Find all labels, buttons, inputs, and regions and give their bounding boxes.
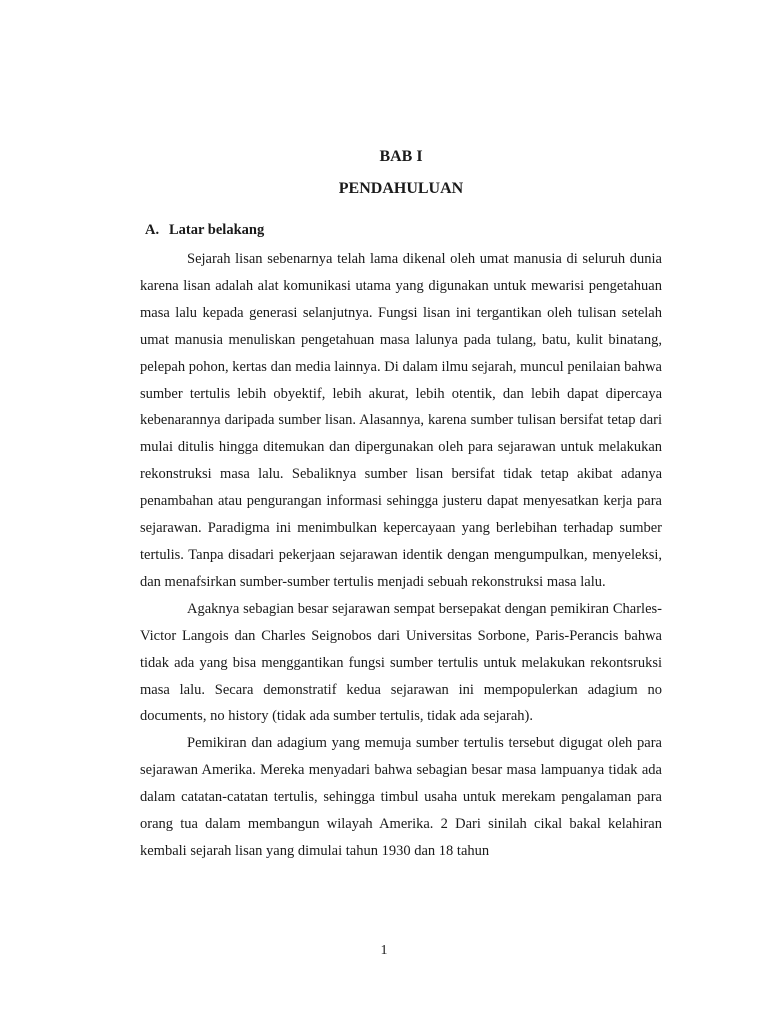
section-title: Latar belakang: [169, 222, 265, 238]
body-text: [140, 246, 662, 865]
chapter-title: PENDAHULUAN: [338, 180, 464, 197]
paragraph-2: Agaknya sebagian besar sejarawan sempat bersepakat dengan pemikiran Charles-Victor Langois dan Charles Seignobos dari Universitas Sorbone, Paris-Perancis bahwa tidak ada yang bisa menggantikan fungsi sumber tertulis untuk melakukan rekontsruksi masa lalu. Secara demonstratif kedua sejarawan ini mempopulerkan adagium no documents, no history (tidak ada sumber tertulis, tidak ada sejarah).: [140, 600, 662, 725]
section-heading: [145, 222, 264, 239]
section-letter: A.: [145, 222, 160, 238]
paragraph-3: Pemikiran dan adagium yang memuja sumber tertulis tersebut digugat oleh para sejarawan Amerika. Mereka menyadari bahwa sebagian besar masa lampuanya tidak ada dalam catatan-catatan tertulis, sehingga timbul usaha untuk merekam pengalaman para orang tua dalam membangun wilayah Amerika. 2 Dari sinilah cikal bakal kelahiran kembali sejarah lisan yang dimulai tahun 1930 dan 18 tahun: [140, 735, 662, 859]
paragraph-1: Sejarah lisan sebenarnya telah lama dikenal oleh umat manusia di seluruh dunia karena lisan adalah alat komunikasi utama yang digunakan untuk mewarisi pengetahuan masa lalu kepada generasi selanjutnya. Fungsi lisan ini tergantikan oleh tulisan setelah umat manusia menuliskan pengetahuan masa lalunya pada tulang, batu, kulit binatang, pelepah pohon, kertas dan media lainnya. Di dalam ilmu sejarah, muncul penilaian bahwa sumber tertulis lebih obyektif, lebih akurat, lebih otentik, dan lebih dapat dipercaya kebenarannya daripada sumber lisan. Alasannya, karena sumber tulisan bersifat tetap dari mulai ditulis hingga ditemukan dan dipergunakan oleh para sejarawan untuk melakukan rekonstruksi masa lalu. Sebaliknya sumber lisan bersifat tidak tetap akibat adanya penambahan atau pengurangan informasi sehingga justeru dapat menyesatkan kerja para sejarawan. Paradigma ini menimbulkan kepercayaan yang berlebihan terhadap sumber tertulis. Tanpa disadari pekerjaan sejarawan identik dengan mengumpulkan, menyeleksi, dan menafsirkan sumber-sumber tertulis menjadi sebuah rekonstruksi masa lalu.: [140, 251, 662, 590]
page-number: 1: [380, 943, 388, 958]
chapter-number: BAB I: [379, 148, 423, 165]
